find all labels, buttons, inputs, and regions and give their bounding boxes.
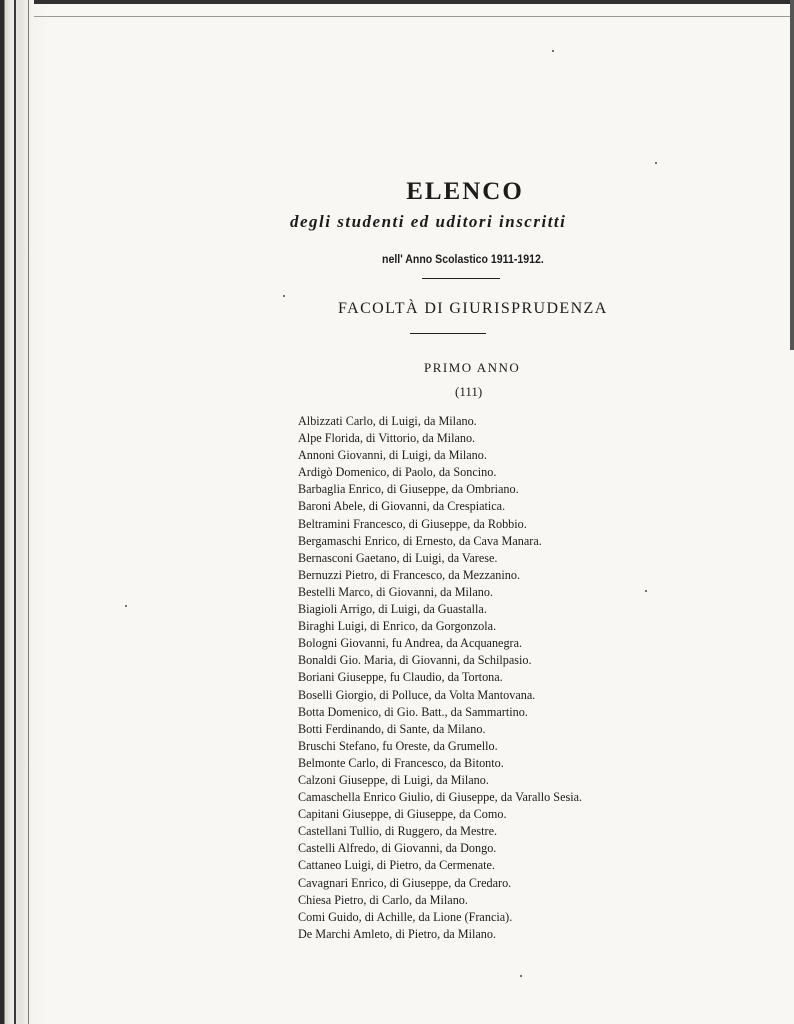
- list-item: Cattaneo Luigi, di Pietro, da Cermenate.: [298, 858, 495, 873]
- faculty-heading: FACOLTÀ DI GIURISPRUDENZA: [338, 300, 608, 317]
- right-page-edge: [790, 0, 794, 350]
- list-item: Beltramini Francesco, di Giuseppe, da Robbio.: [298, 516, 527, 531]
- list-item: Boselli Giorgio, di Polluce, da Volta Mantovana.: [298, 687, 536, 702]
- list-item: Biraghi Luigi, di Enrico, da Gorgonzola.: [298, 619, 497, 634]
- student-list: [298, 413, 582, 943]
- list-item: Bergamaschi Enrico, di Ernesto, da Cava Manara.: [298, 533, 542, 548]
- divider: [410, 333, 486, 334]
- page-subtitle: degli studenti ed uditori inscritti: [290, 212, 567, 231]
- list-item: Baroni Abele, di Giovanni, da Crespiatica.: [298, 499, 506, 514]
- binding-edge: [0, 0, 50, 1024]
- scan-speck: [552, 50, 554, 52]
- list-item: Botti Ferdinando, di Sante, da Milano.: [298, 721, 486, 736]
- scan-speck: [125, 605, 127, 607]
- list-item: Biagioli Arrigo, di Luigi, da Guastalla.: [298, 602, 487, 617]
- academic-year: nell' Anno Scolastico 1911-1912.: [382, 252, 544, 266]
- list-item: Ardigò Domenico, di Paolo, da Soncino.: [298, 465, 497, 480]
- list-item: Botta Domenico, di Gio. Batt., da Sammartino.: [298, 704, 528, 719]
- list-item: Chiesa Pietro, di Carlo, da Milano.: [298, 892, 468, 907]
- list-item: Alpe Florida, di Vittorio, da Milano.: [298, 431, 476, 446]
- list-item: Boriani Giuseppe, fu Claudio, da Tortona.: [298, 670, 503, 685]
- page-title: ELENCO: [406, 178, 524, 205]
- scan-speck: [645, 590, 647, 592]
- list-item: Bologni Giovanni, fu Andrea, da Acquanegra.: [298, 636, 523, 651]
- list-item: Castelli Alfredo, di Giovanni, da Dongo.: [298, 841, 497, 856]
- list-item: De Marchi Amleto, di Pietro, da Milano.: [298, 926, 497, 941]
- list-item: Castellani Tullio, di Ruggero, da Mestre.: [298, 824, 498, 839]
- list-item: Bernasconi Gaetano, di Luigi, da Varese.: [298, 550, 498, 565]
- list-item: Belmonte Carlo, di Francesco, da Bitonto.: [298, 755, 504, 770]
- list-item: Bernuzzi Pietro, di Francesco, da Mezzanino.: [298, 567, 521, 582]
- list-item: Bonaldi Gio. Maria, di Giovanni, da Schilpasio.: [298, 653, 532, 668]
- scan-speck: [520, 975, 522, 977]
- list-item: Comi Guido, di Achille, da Lione (Francia).: [298, 909, 513, 924]
- student-count: (111): [455, 384, 483, 399]
- list-item: Camaschella Enrico Giulio, di Giuseppe, da Varallo Sesia.: [298, 790, 583, 805]
- list-item: Albizzati Carlo, di Luigi, da Milano.: [298, 414, 477, 428]
- list-item: Capitani Giuseppe, di Giuseppe, da Como.: [298, 807, 507, 822]
- list-item: Cavagnari Enrico, di Giuseppe, da Credaro.: [298, 875, 512, 890]
- list-item: Bruschi Stefano, fu Oreste, da Grumello.: [298, 738, 498, 753]
- year-heading: PRIMO ANNO: [424, 360, 521, 375]
- list-item: Annoni Giovanni, di Luigi, da Milano.: [298, 448, 487, 463]
- list-item: Barbaglia Enrico, di Giuseppe, da Ombriano.: [298, 482, 519, 497]
- scan-speck: [283, 295, 285, 297]
- list-item: Calzoni Giuseppe, di Luigi, da Milano.: [298, 772, 489, 787]
- list-item: Bestelli Marco, di Giovanni, da Milano.: [298, 584, 493, 599]
- top-page-edge: [34, 0, 794, 17]
- scan-speck: [655, 162, 657, 164]
- divider: [422, 278, 500, 279]
